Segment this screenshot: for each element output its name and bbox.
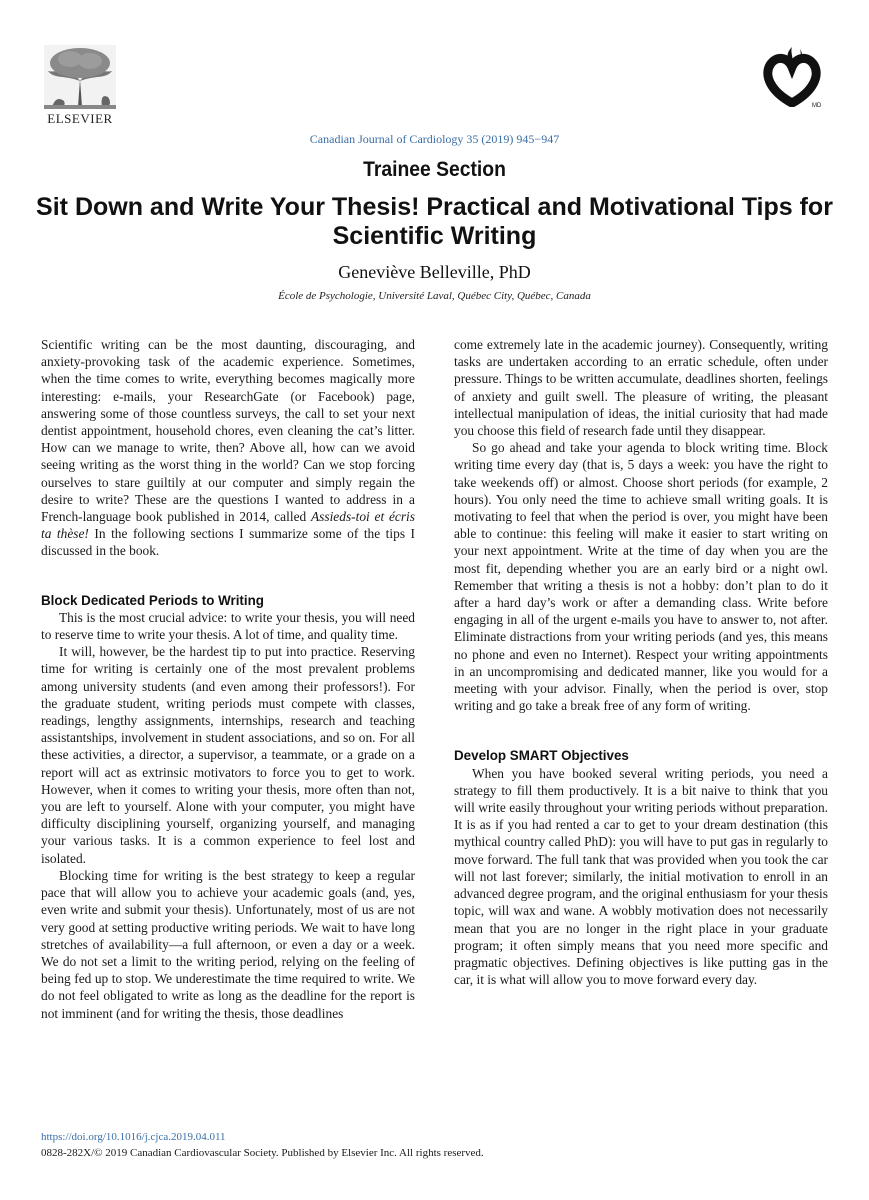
intro-text-end: In the following sections I summarize some of the tips I discussed in the book. [41,526,415,559]
section-label: Trainee Section [363,158,506,181]
intro-text-start: Scientific writing can be the most daunting, discouraging, and anxiety-provoking task of the academic experience. Sometimes, when the time comes to write, everything becomes magically more interesting: e-mails, your ResearchGate (or Facebook) page, answering some of those countless surveys, the call to set your next dentist appointment, household chores, even cleaning the cat’s litter. How can we manage to write, then? Above all, how can we avoid seeing writing as the worst thing in the world? Can we stop forcing ourselves to stare guiltily at our computer and simply regain the desire to write? These are the questions I wanted to address in a French-language book published in 2014, called [41,337,415,525]
author-name: Geneviève Belleville, PhD [338,262,531,282]
paragraph: It will, however, be the hardest tip to put into practice. Reserving time for writing is certainly one of the most prevalent problems among university students (and even among their professors!). For the graduate student, writing periods must compete with classes, readings, lengthy assignments, internships, research and teaching assistantships, involvement in student associations, and so on. For all these activities, a director, a supervisor, a teammate, or a grade on a report will act as extrinsic motivators to force you to get to work. However, when it comes to writing your thesis, more often than not, you are left to yourself. Alone with your computer, you might have difficulty disciplining yourself, organizing yourself, and managing your various tasks. It is a common experience to feel lost and isolated. [41,644,415,866]
section-heading-block-periods: Block Dedicated Periods to Writing [41,592,264,608]
heart-logo-icon [762,45,822,107]
article-title: Sit Down and Write Your Thesis! Practical and Motivational Tips for Scientific Writing [36,193,833,250]
right-column [454,336,828,988]
left-column [41,336,415,1022]
doi-link[interactable]: https://doi.org/10.1016/j.cjca.2019.04.011 [41,1131,226,1143]
paragraph: Blocking time for writing is the best strategy to keep a regular pace that will allow you to achieve your academic goals (and, yes, even write and submit your thesis). Unfortunately, most of us are not very good at setting productive writing periods. We wait to have long stretches of availability—a full afternoon, or even a day or a week. We do not set a limit to the writing period, relying on the feeling of being fed up to stop. We underestimate the time required to write. We do not feel obligated to write as long as the deadline for the report is not imminent (and for writing the thesis, those deadlines [41,867,415,1021]
elsevier-tree-icon [44,45,116,109]
book-title: Assieds-toi et écris ta thèse! [41,509,415,542]
section-heading-smart-objectives: Develop SMART Objectives [454,748,629,764]
paragraph: come extremely late in the academic journey). Consequently, writing tasks are undertaken according to an erratic schedule, often under pressure. Things to be written accumulate, deadlines shorten, feelings of anxiety and guilt swell. The pleasure of writing, the pleasant intellectual manipulation of ideas, the initial curiosity that had made you choose this field of research fade until they disappear. [454,337,828,439]
registered-mark: MD [812,103,822,109]
intro-paragraph [41,336,415,560]
elsevier-logo [40,45,120,130]
publisher-name: ELSEVIER [47,111,113,126]
author-affiliation: École de Psychologie, Université Laval, Québec City, Québec, Canada [278,290,591,302]
paragraph: So go ahead and take your agenda to block writing time. Block writing time every day (that is, 5 days a week: you have the right to take weekends off) or almost. Choose short periods (for example, 2 hours). You only need the time to achieve small writing goals. It is motivating to feel that when the period is over, you might have been able to continue: this feeling will make it easier to start writing on your next appointment. Write at the time of day when you are the most fit, depending whether you are an early bird or a night owl. Remember that writing a thesis is not a hobby: don’t plan to do it after a hard day’s work or after a demanding class. Write before engaging in all of the urgent e-mails you have to answer to, not after. Eliminate distractions from your writing periods (and yes, this means no phone and even no Internet). Respect your writing appointments in an uncompromising and dedicated manner, like you would for a meeting with your advisor. Finally, when the period is over, stop writing and go take a break free of any form of writing. [454,440,828,714]
journal-citation-link[interactable]: Canadian Journal of Cardiology 35 (2019) 945−947 [309,132,560,146]
society-logo [762,45,834,117]
paragraph: This is the most crucial advice: to write your thesis, you will need to reserve time to write your thesis. A lot of time, and quality time. [41,609,415,643]
copyright-notice: 0828-282X/© 2019 Canadian Cardiovascular Society. Published by Elsevier Inc. All rights reserved. [41,1147,484,1159]
paragraph: When you have booked several writing periods, you need a strategy to fill them productively. It is a bit naive to think that you will write easily throughout your writing periods without preparation. It is as if you had rented a car to get to your dream destination (this mythical country called PhD): you will have to put gas in regularly to move forward. The full tank that was provided when you took the car will not last forever; similarly, the initial motivation to enroll in an advanced degree program, and the original enthusiasm for your thesis topic, will wax and wane. A wobbly motivation does not necessarily mean that you are no longer in the right place in your graduate program; it often simply means that you need more specific and pragmatic objectives. Defining objectives is like putting gas in the car, it is what will allow you to move forward every day. [454,765,828,988]
